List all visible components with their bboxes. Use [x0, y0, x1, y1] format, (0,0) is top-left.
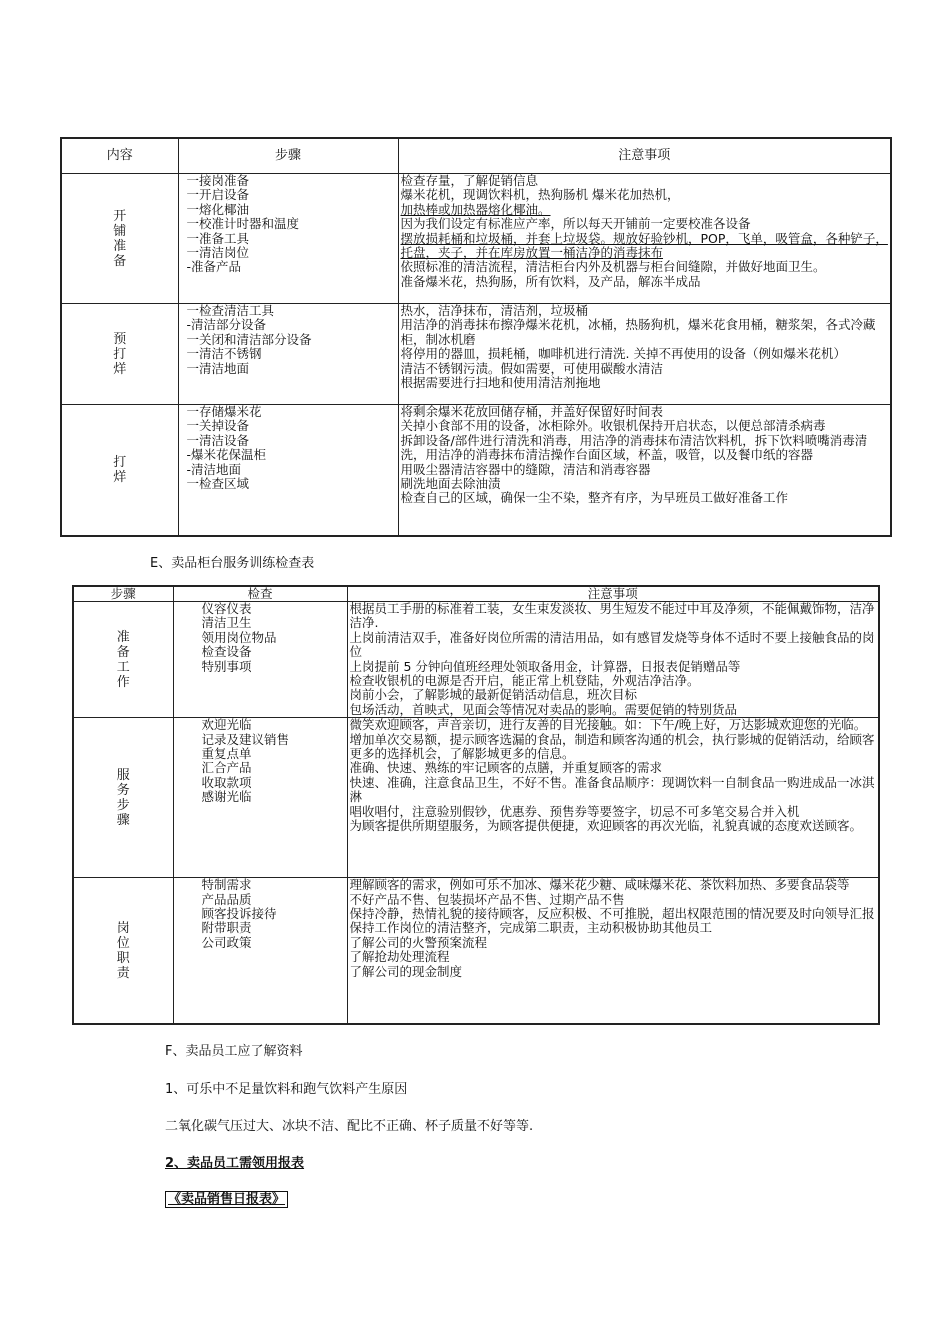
- note-item: 爆米花机，现调饮料机，热狗肠机 爆米花加热机，: [400, 187, 680, 203]
- note-item: 为顾客提供所期望服务，为顾客提供便捷，欢迎顾客的再次光临，礼貌真诚的态度欢送顾客。: [349, 818, 863, 834]
- notes-cell: [398, 405, 891, 536]
- caption-f: F、卖品员工应了解资料: [165, 1044, 303, 1059]
- notes-cell: [347, 718, 879, 878]
- check-item: 顾客投诉接待: [201, 906, 277, 922]
- step-item: 一清洁岗位: [186, 245, 250, 261]
- note-item: 了解公司的现金制度: [349, 963, 463, 979]
- note-item: 包场活动，首映式，见面会等情况对卖品的影响。需要促销的特别货品: [349, 701, 738, 717]
- note-item: 将停用的器皿，损耗桶，咖啡机进行清洗. 关掉不再使用的设备（例如爆米花机）: [400, 346, 846, 362]
- check-item: 欢迎光临: [201, 717, 252, 733]
- check-item: 公司政策: [201, 934, 252, 950]
- header-notes: 注意事项: [347, 586, 879, 602]
- note-item: 理解顾客的需求，例如可乐不加冰、爆米花少糖、咸味爆米花、茶饮料加热、多要食品袋等: [349, 877, 850, 893]
- note-item: 加热棒或加热器熔化椰油。: [400, 201, 551, 217]
- note-item: 根据需要进行扫地和使用清洁剂拖地: [400, 375, 601, 391]
- step-item: 一校准计时器和温度: [186, 216, 300, 232]
- row-category: 开铺准备: [113, 208, 127, 269]
- table-row: [73, 602, 879, 718]
- table-row: [61, 405, 891, 536]
- opening-closing-table: [60, 137, 892, 537]
- row-category: 打烊: [113, 454, 127, 485]
- note-item: 关掉小食部不用的设备，冰柜除外。收银机保持开启状态，以便总部清杀病毒: [400, 418, 826, 434]
- steps-cell: [178, 405, 398, 536]
- step-item: 一清洁地面: [186, 360, 250, 376]
- note-item: 热水，洁净抹布，清洁剂，垃圾桶: [400, 303, 589, 318]
- row-category: 准备工作: [116, 629, 130, 690]
- steps-cell: [178, 174, 398, 304]
- table-row: [73, 878, 879, 1024]
- note-item: 增加单次交易额，提示顾客选漏的食品，制造和顾客沟通的机会，执行影城的促销活动，给顾客更多的选择机会，了解影城更多的信息。: [349, 731, 875, 762]
- row-category: 服务步骤: [116, 767, 130, 828]
- row-category: 岗位职责: [116, 920, 130, 981]
- note-item: 清洁不锈钢污渍。假如需要，可使用碳酸水清洁: [400, 360, 664, 376]
- notes-cell: [347, 878, 879, 1024]
- check-item: 领用岗位物品: [201, 629, 277, 645]
- step-item: 一接岗准备: [186, 173, 250, 188]
- step-item: -清洁部分设备: [186, 317, 267, 333]
- header-check: 检查: [173, 586, 347, 602]
- note-item: 了解抢劫处理流程: [349, 949, 450, 965]
- step-item: 一检查清洁工具: [186, 303, 275, 318]
- note-item: 微笑欢迎顾客，声音亲切，进行友善的目光接触。如：下午/晚上好，万达影城欢迎您的光临。: [349, 717, 867, 733]
- note-item: 检查存量，了解促销信息: [400, 173, 539, 188]
- table-row: [73, 718, 879, 878]
- note-item: 上岗提前 5 分钟向值班经理处领取备用金，计算器，日报表促销赠品等: [349, 658, 741, 674]
- step-item: 一熔化椰油: [186, 201, 250, 217]
- note-item: 检查收银机的电源是否开启，能正常上机登陆，外观洁净洁净。: [349, 673, 700, 689]
- daily-sales-report-title: 《卖品销售日报表》: [165, 1191, 288, 1208]
- table-header-row: [61, 138, 891, 174]
- check-item: 仪容仪表: [201, 601, 252, 616]
- step-item: 一清洁不锈钢: [186, 346, 262, 362]
- step-item: 一检查区域: [186, 476, 250, 492]
- check-item: 感谢光临: [201, 789, 252, 805]
- step-item: 一准备工具: [186, 230, 250, 246]
- note-item: 保持工作岗位的清洁整齐，完成第二职责，主动积极协助其他员工: [349, 920, 713, 936]
- note-item: 因为我们设定有标准应产率，所以每天开铺前一定要校准各设备: [400, 216, 751, 232]
- steps-cell: [178, 304, 398, 405]
- header-content: 内容: [61, 138, 178, 174]
- header-steps: 步骤: [178, 138, 398, 174]
- note-item: 用洁净的消毒抹布擦净爆米花机，冰桶，热肠狗机，爆米花食用桶，糖浆架，各式冷藏柜，制冰机磨: [400, 317, 876, 347]
- note-item: 准确、快速、熟练的牢记顾客的点膳，并重复顾客的需求: [349, 760, 663, 776]
- check-item: 清洁卫生: [201, 615, 252, 631]
- check-item: 收取款项: [201, 774, 252, 790]
- service-checklist-table: [72, 585, 880, 1025]
- note-item: 将剩余爆米花放回储存桶，并盖好保留好时间表: [400, 404, 664, 419]
- note-item: 摆放损耗桶和垃圾桶，并套上垃圾袋。规放好验钞机，POP，飞单，吸管盒，各种铲子，托盘，夹子，并在库房放置一桶洁净的消毒抹布: [400, 230, 888, 261]
- header-step: 步骤: [73, 586, 173, 602]
- note-item: 不好产品不售、包装损坏产品不售、过期产品不售: [349, 891, 625, 907]
- step-item: -爆米花保温柜: [186, 447, 267, 463]
- step-item: 一清洁设备: [186, 432, 250, 448]
- note-item: 刷洗地面去除油渍: [400, 476, 501, 492]
- step-item: 一存储爆米花: [186, 404, 262, 419]
- step-item: -准备产品: [186, 259, 242, 275]
- note-item: 岗前小会，了解影城的最新促销活动信息，班次目标: [349, 687, 638, 703]
- check-item: 特别事项: [201, 658, 252, 674]
- table-row: [61, 304, 891, 405]
- note-item: 依照标准的清洁流程，清洁柜台内外及机器与柜台间缝隙，并做好地面卫生。: [400, 259, 826, 275]
- check-item: 重复点单: [201, 746, 252, 762]
- item-1-answer: 二氧化碳气压过大、冰块不洁、配比不正确、杯子质量不好等等.: [165, 1119, 534, 1134]
- step-item: 一开启设备: [186, 187, 250, 203]
- item-2-heading: 2、卖品员工需领用报表: [165, 1156, 305, 1171]
- note-item: 快速、准确，注意食品卫生，不好不售。准备食品顺序：现调饮料一自制食品一购进成品一冰淇淋: [349, 774, 875, 805]
- checks-cell: [173, 718, 347, 878]
- check-item: 汇合产品: [201, 760, 252, 776]
- note-item: 唱收唱付，注意验别假钞，优惠券、预售券等要签字，切忌不可多笔交易合并入机: [349, 803, 800, 819]
- check-item: 检查设备: [201, 644, 252, 660]
- note-item: 用吸尘器清洁容器中的缝隙，清洁和消毒容器: [400, 461, 651, 477]
- notes-cell: [398, 174, 891, 304]
- note-item: 拆卸设备/部件进行清洗和消毒，用洁净的消毒抹布清洁饮料机，拆下饮料喷嘴消毒清洗，用洁净的消毒抹布清洁操作台面区域，杯盖，吸管，以及餐巾纸的容器: [400, 432, 868, 463]
- note-item: 检查自己的区域，确保一尘不染，整齐有序，为早班员工做好准备工作: [400, 490, 789, 506]
- checks-cell: [173, 878, 347, 1024]
- notes-cell: [398, 304, 891, 405]
- note-item: 根据员工手册的标准着工装，女生束发淡妆、男生短发不能过中耳及净须，不能佩戴饰物，洁净洁净.: [349, 601, 875, 631]
- check-item: 特制需求: [201, 877, 252, 893]
- note-item: 了解公司的火警预案流程: [349, 934, 488, 950]
- item-1-heading: 1、可乐中不足量饮料和跑气饮料产生原因: [165, 1082, 408, 1097]
- note-item: 上岗前清洁双手，准备好岗位所需的清洁用品，如有感冒发烧等身体不适时不要上接触食品的岗位: [349, 629, 875, 660]
- note-item: 准备爆米花，热狗肠，所有饮料，及产品，解冻半成品: [400, 273, 701, 289]
- note-item: 保持冷静，热情礼貌的接待顾客，反应积极、不可推脱，超出权限范围的情况要及时向领导汇报: [349, 906, 875, 922]
- check-item: 产品品质: [201, 891, 252, 907]
- caption-e: E、卖品柜台服务训练检查表: [150, 556, 315, 571]
- table-header-row: [73, 586, 879, 602]
- step-item: -清洁地面: [186, 461, 242, 477]
- table-row: [61, 174, 891, 304]
- check-item: 记录及建议销售: [201, 731, 290, 747]
- notes-cell: [347, 602, 879, 718]
- header-notes: 注意事项: [398, 138, 891, 174]
- row-category: 预打烊: [113, 331, 127, 377]
- step-item: 一关闭和清洁部分设备: [186, 331, 312, 347]
- checks-cell: [173, 602, 347, 718]
- check-item: 附带职责: [201, 920, 252, 936]
- step-item: 一关掉设备: [186, 418, 250, 434]
